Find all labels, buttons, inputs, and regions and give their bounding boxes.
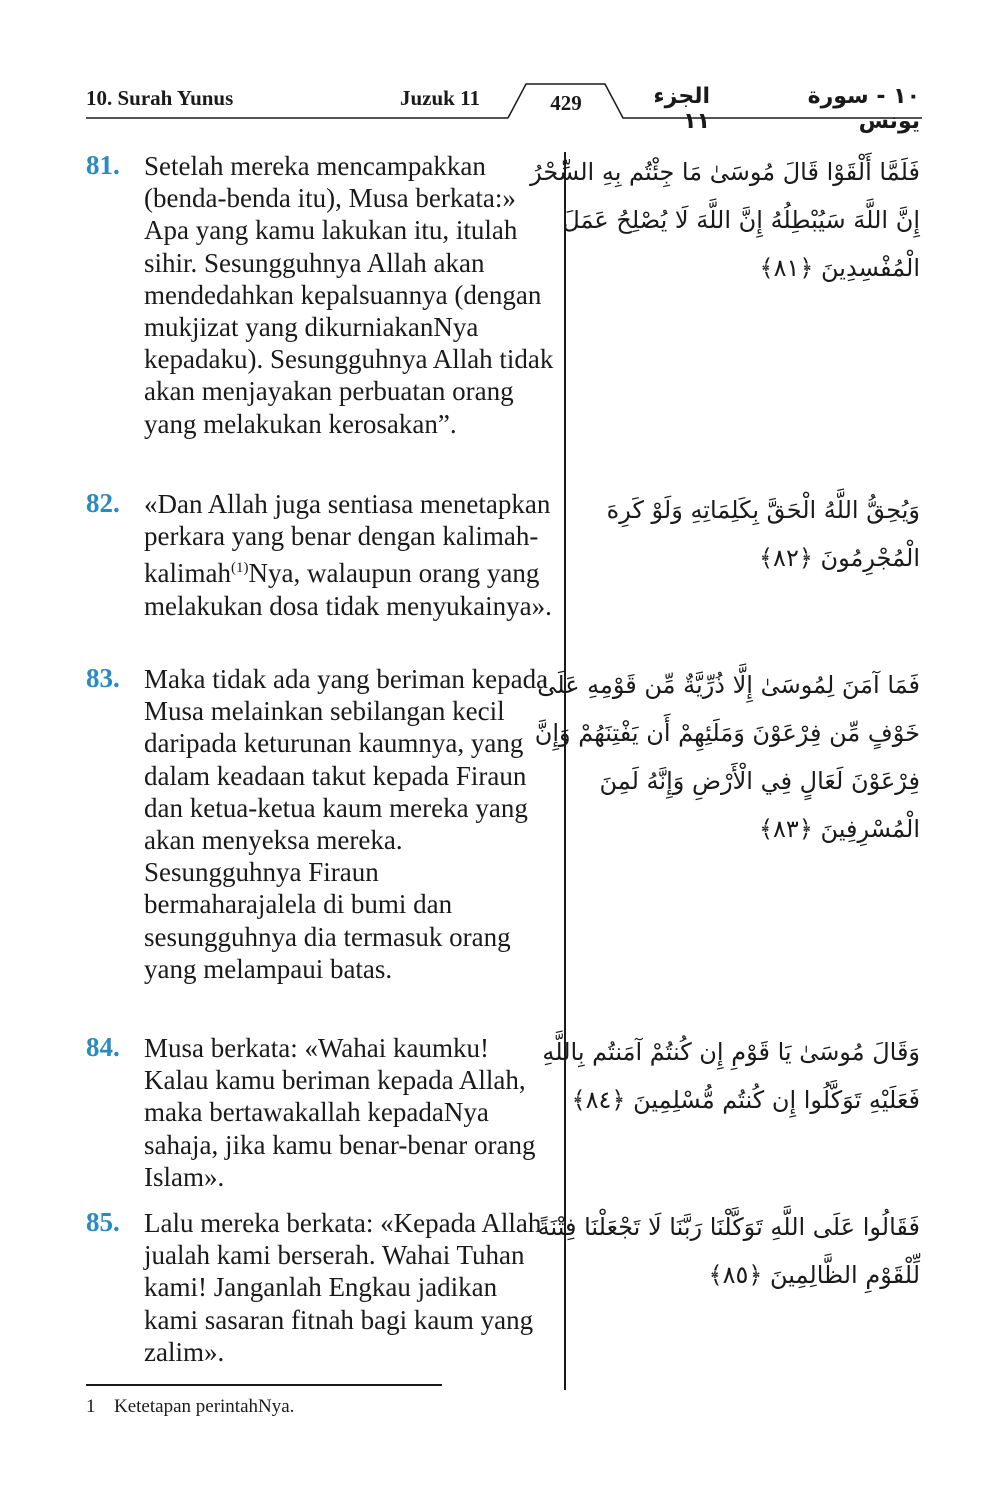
surah-label: 10. Surah Yunus [86, 86, 234, 110]
verse-translation: Musa berkata: «Wahai kaumku! Kalau kamu beriman kepada Allah, maka bertawakallah kepadaNya sahaja, jika kamu benar-benar orang Islam». [144, 1033, 536, 1192]
verse-85-arabic [537, 1203, 920, 1299]
arabic-line: لِّلْقَوْمِ الظَّالِمِينَ ﴿٨٥﴾ [708, 1261, 920, 1289]
verse-text-before: «Dan Allah juga sentiasa menetapkan perkara yang benar dengan kalimah-kalimah [144, 489, 551, 589]
footnote-rule [86, 1384, 442, 1386]
arabic-line: فَمَا آمَنَ لِمُوسَىٰ إِلَّا ذُرِّيَّةٌ مِّن قَوْمِهِ عَلَىٰ [537, 671, 920, 699]
arabic-line: الْمُسْرِفِينَ ﴿٨٣﴾ [758, 815, 920, 843]
verse-text-after: Nya, walaupun orang yang melakukan dosa tidak menyukainya». [144, 558, 552, 621]
footnote-ref: (1) [230, 560, 249, 577]
verse-81 [86, 150, 556, 440]
verse-number: 81. [86, 150, 120, 180]
verse-84-arabic [542, 1028, 920, 1124]
footnote-number: 1 [86, 1396, 96, 1417]
verse-number: 83. [86, 663, 120, 693]
juz-label: Juzuk 11 [400, 86, 480, 110]
arabic-line: الْمُجْرِمُونَ ﴿٨٢﴾ [758, 544, 920, 572]
footnote-text: Ketetapan perintahNya. [114, 1396, 295, 1417]
verse-85 [86, 1207, 556, 1368]
surah-arabic: ١٠ - سورة يونس [807, 84, 920, 134]
verse-number: 82. [86, 488, 120, 518]
arabic-line: فِرْعَوْنَ لَعَالٍ فِي الْأَرْضِ وَإِنَّهُ لَمِنَ [599, 767, 920, 795]
verse-83 [86, 663, 556, 985]
arabic-line: الْمُفْسِدِينَ ﴿٨١﴾ [759, 254, 920, 282]
arabic-line: وَيُحِقُّ اللَّهُ الْحَقَّ بِكَلِمَاتِهِ وَلَوْ كَرِهَ [606, 496, 920, 524]
verse-82 [86, 488, 556, 622]
page-number: 429 [550, 91, 582, 115]
arabic-line: إِنَّ اللَّهَ سَيُبْطِلُهُ إِنَّ اللَّهَ لَا يُصْلِحُ عَمَلَ [562, 206, 920, 234]
verse-82-arabic [590, 486, 920, 582]
arabic-line: فَعَلَيْهِ تَوَكَّلُوا إِن كُنتُم مُّسْلِمِينَ ﴿٨٤﴾ [571, 1086, 920, 1114]
arabic-line: فَلَمَّا أَلْقَوْا قَالَ مُوسَىٰ مَا جِئْتُم بِهِ السِّحْرُ [530, 158, 920, 186]
page-header [0, 0, 1000, 134]
verse-translation: Maka tidak ada yang beriman kepada Musa melainkan sebilangan kecil daripada keturunan kaumnya, yang dalam keadaan takut kepada Firaun dan ketua-ketua kaum mereka yang akan menyeksa mereka. Sesungguhnya Firaun bermaharajalela di bumi dan sesungguhnya dia termasuk orang yang melampaui batas. [144, 664, 549, 984]
verse-83-arabic [534, 661, 920, 853]
arabic-line: فَقَالُوا عَلَى اللَّهِ تَوَكَّلْنَا رَبَّنَا لَا تَجْعَلْنَا فِتْنَةً [537, 1213, 920, 1241]
verse-number: 84. [86, 1032, 120, 1062]
verse-translation: Setelah mereka mencampakkan (benda-benda itu), Musa berkata:» Apa yang kamu lakukan itu, itulah sihir. Sesungguhnya Allah akan mendedahkan kepalsuannya (dengan mukjizat yang dikurniakanNya kepadaku). Sesungguhnya Allah tidak akan menjayakan perbuatan orang yang melakukan kerosakan”. [144, 151, 554, 439]
juz-arabic: الجزء ١١ [653, 84, 710, 134]
arabic-line: وَقَالَ مُوسَىٰ يَا قَوْمِ إِن كُنتُمْ آمَنتُم بِاللَّهِ [542, 1038, 920, 1066]
verse-84 [86, 1032, 556, 1193]
arabic-line: خَوْفٍ مِّن فِرْعَوْنَ وَمَلَئِهِمْ أَن يَفْتِنَهُمْ وَإِنَّ [534, 719, 920, 747]
verse-translation [144, 488, 556, 622]
verse-81-arabic [530, 148, 920, 292]
footnote [86, 1396, 294, 1418]
verse-number: 85. [86, 1207, 120, 1237]
verse-translation: Lalu mereka berkata: «Kepada Allah jualah kami berserah. Wahai Tuhan kami! Janganlah Engkau jadikan kami sasaran fitnah bagi kaum yang zalim». [144, 1208, 542, 1367]
